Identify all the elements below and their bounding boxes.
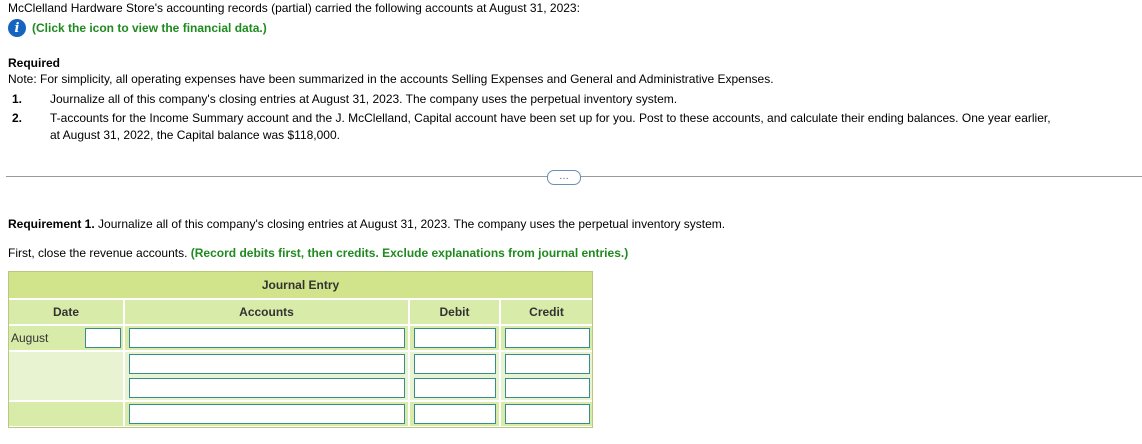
expand-button[interactable]: … — [547, 170, 581, 185]
date-cell — [9, 376, 123, 400]
debit-input[interactable] — [414, 404, 496, 424]
journal-row — [9, 352, 592, 376]
column-header-accounts: Accounts — [125, 300, 408, 324]
intro-text: McClelland Hardware Store's accounting records (partial) carried the following accounts at August 31, 2023: — [8, 1, 580, 15]
debit-input[interactable] — [414, 328, 496, 348]
requirement-text-2: T-accounts for the Income Summary account and the J. McClelland, Capital account have been set up for you. Post to these accounts, and calculate their ending balances. One year earlier, — [50, 111, 1051, 125]
credit-input[interactable] — [505, 354, 590, 374]
month-label: August — [11, 331, 49, 345]
day-input[interactable] — [85, 328, 121, 348]
journal-row — [9, 402, 592, 426]
requirement-1-heading — [8, 217, 725, 231]
credit-cell — [501, 352, 592, 376]
credit-input[interactable] — [505, 404, 590, 424]
debit-input[interactable] — [414, 378, 496, 398]
column-header-date: Date — [9, 300, 123, 324]
credit-cell — [501, 376, 592, 400]
requirement-1-label: Requirement 1. — [8, 217, 95, 231]
info-icon[interactable]: i — [8, 19, 26, 37]
column-header-credit: Credit — [501, 300, 592, 324]
financial-data-link-row[interactable] — [8, 19, 267, 37]
account-cell — [125, 326, 408, 350]
required-note: Note: For simplicity, all operating expenses have been summarized in the accounts Selling Expenses and General and Administrative Expenses. — [8, 72, 774, 86]
date-cell — [9, 352, 123, 376]
debit-cell — [410, 376, 499, 400]
credit-cell — [501, 326, 592, 350]
requirement-1-text: Journalize all of this company's closing entries at August 31, 2023. The company uses the perpetual inventory system. — [94, 217, 726, 231]
journal-entry-table — [8, 271, 593, 428]
account-input[interactable] — [129, 404, 405, 424]
account-input[interactable] — [129, 378, 405, 398]
requirement-text-1: Journalize all of this company's closing entries at August 31, 2023. The company uses the perpetual inventory system. — [50, 92, 678, 106]
financial-data-link[interactable]: (Click the icon to view the financial data.) — [32, 21, 267, 35]
debit-cell — [410, 352, 499, 376]
required-heading: Required — [8, 56, 61, 70]
debit-cell — [410, 402, 499, 426]
journal-row — [9, 376, 592, 400]
date-cell — [9, 402, 123, 426]
credit-input[interactable] — [505, 378, 590, 398]
account-cell — [125, 402, 408, 426]
column-header-debit: Debit — [410, 300, 499, 324]
instruction-line — [8, 246, 628, 260]
journal-title: Journal Entry — [9, 272, 592, 298]
debit-input[interactable] — [414, 354, 496, 374]
requirement-number-2: 2. — [12, 111, 23, 125]
journal-row — [9, 326, 592, 350]
requirement-text-2-continued: at August 31, 2022, the Capital balance was $118,000. — [50, 128, 340, 142]
account-cell — [125, 376, 408, 400]
account-input[interactable] — [129, 328, 405, 348]
date-cell — [9, 326, 123, 350]
credit-input[interactable] — [505, 328, 590, 348]
instruction-note: (Record debits first, then credits. Exclude explanations from journal entries.) — [190, 246, 629, 260]
requirement-number-1: 1. — [12, 92, 23, 106]
instruction-text: First, close the revenue accounts. — [8, 246, 191, 260]
account-cell — [125, 352, 408, 376]
debit-cell — [410, 326, 499, 350]
credit-cell — [501, 402, 592, 426]
account-input[interactable] — [129, 354, 405, 374]
